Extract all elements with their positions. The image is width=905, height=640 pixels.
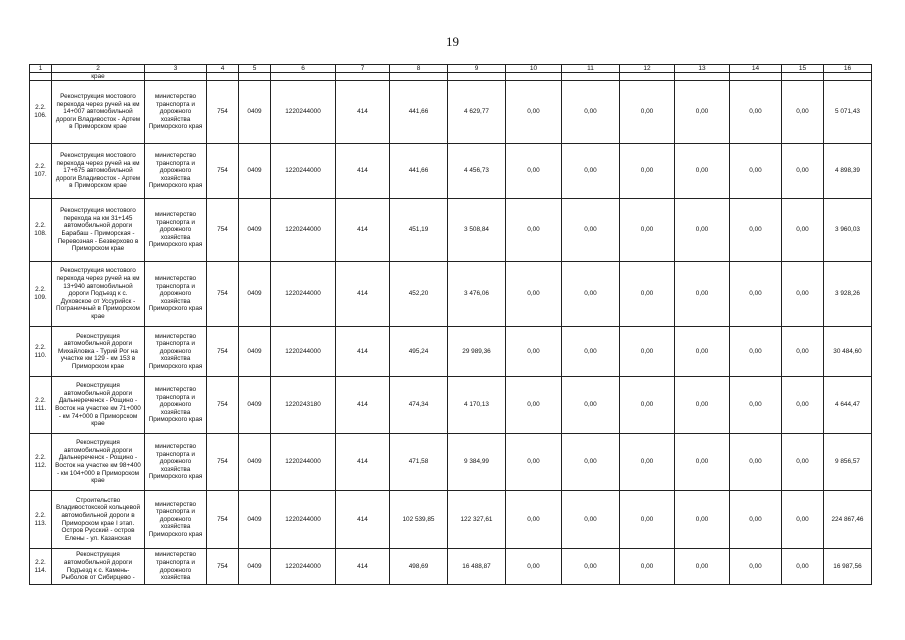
col-16-value: 9 856,57	[824, 434, 872, 491]
object-name: Реконструкция мостового перехода через ручей на км 14+007 автомобильной дороги Владивосток - Артем в Приморском крае	[52, 81, 145, 144]
col-11-value: 0,00	[562, 81, 620, 144]
column-header: 11	[562, 65, 620, 73]
col-8-value: 498,69	[390, 549, 448, 585]
col-12-value: 0,00	[620, 262, 675, 327]
col-11-value: 0,00	[562, 144, 620, 199]
col-9-value: 9 384,99	[448, 434, 506, 491]
col-11-value: 0,00	[562, 262, 620, 327]
col-14-value: 0,00	[730, 81, 782, 144]
col-10-value: 0,00	[506, 144, 562, 199]
col-14-value: 0,00	[730, 549, 782, 585]
budget-table	[29, 64, 872, 585]
col-11-value: 0,00	[562, 199, 620, 262]
col-4-value: 754	[207, 434, 239, 491]
col-15-value: 0,00	[782, 199, 824, 262]
col-4-value: 754	[207, 549, 239, 585]
col-6-value: 1220244000	[271, 491, 336, 549]
col-15-value: 0,00	[782, 144, 824, 199]
col-10-value: 0,00	[506, 262, 562, 327]
col-14-value: 0,00	[730, 491, 782, 549]
col-14-value: 0,00	[730, 434, 782, 491]
column-header: 3	[145, 65, 207, 73]
col-13-value: 0,00	[675, 491, 730, 549]
responsible-org: министерство транспорта и дорожного хозяйства Приморского края	[145, 434, 207, 491]
col-16-value: 3 960,03	[824, 199, 872, 262]
column-header: 1	[30, 65, 52, 73]
col-6-value: 1220243180	[271, 377, 336, 434]
col-11-value: 0,00	[562, 327, 620, 377]
col-11-value: 0,00	[562, 491, 620, 549]
column-header: 9	[448, 65, 506, 73]
object-name: Строительство Владивостокской кольцевой автомобильной дороги в Приморском крае I этап. Остров Русский - остров Елены - ул. Казанская	[52, 491, 145, 549]
col-15-value: 0,00	[782, 491, 824, 549]
col-5-value: 0409	[239, 262, 271, 327]
col-7-value: 414	[336, 377, 390, 434]
col-10-value: 0,00	[506, 491, 562, 549]
col-8-value: 471,58	[390, 434, 448, 491]
responsible-org: министерство транспорта и дорожного хозяйства	[145, 549, 207, 585]
row-number: 2.2. 109.	[30, 262, 52, 327]
col-4-value: 754	[207, 262, 239, 327]
col-5-value: 0409	[239, 81, 271, 144]
table-row	[30, 327, 872, 377]
col-16-value: 4 644,47	[824, 377, 872, 434]
col-6-value: 1220244000	[271, 144, 336, 199]
col-11-value: 0,00	[562, 549, 620, 585]
responsible-org: министерство транспорта и дорожного хозяйства Приморского края	[145, 327, 207, 377]
responsible-org: министерство транспорта и дорожного хозяйства Приморского края	[145, 377, 207, 434]
col-5-value: 0409	[239, 434, 271, 491]
table-row	[30, 81, 872, 144]
col-16-value: 30 484,60	[824, 327, 872, 377]
row-number: 2.2. 106.	[30, 81, 52, 144]
col-16-value: 4 898,39	[824, 144, 872, 199]
col-5-value: 0409	[239, 327, 271, 377]
responsible-org: министерство транспорта и дорожного хозяйства Приморского края	[145, 491, 207, 549]
col-7-value: 414	[336, 199, 390, 262]
table-row	[30, 262, 872, 327]
column-header: 10	[506, 65, 562, 73]
column-header: 16	[824, 65, 872, 73]
col-5-value: 0409	[239, 199, 271, 262]
col-10-value: 0,00	[506, 199, 562, 262]
page-number: 19	[446, 34, 459, 49]
col-9-value: 3 508,84	[448, 199, 506, 262]
row-number: 2.2. 113.	[30, 491, 52, 549]
col-10-value: 0,00	[506, 377, 562, 434]
object-name: Реконструкция автомобильной дороги Подъезд к с. Камень-Рыболов от Сибирцево -	[52, 549, 145, 585]
col-7-value: 414	[336, 81, 390, 144]
object-name: Реконструкция автомобильной дороги Дальнереченск - Рощино - Восток на участке км 71+000 - км 74+000 в Приморском крае	[52, 377, 145, 434]
col-15-value: 0,00	[782, 262, 824, 327]
table-row	[30, 377, 872, 434]
col-5-value: 0409	[239, 549, 271, 585]
row-number: 2.2. 110.	[30, 327, 52, 377]
col-9-value: 4 456,73	[448, 144, 506, 199]
col-9-value: 122 327,61	[448, 491, 506, 549]
col-13-value: 0,00	[675, 81, 730, 144]
col-4-value: 754	[207, 491, 239, 549]
col-12-value: 0,00	[620, 199, 675, 262]
responsible-org: министерство транспорта и дорожного хозяйства Приморского края	[145, 199, 207, 262]
col-9-value: 4 629,77	[448, 81, 506, 144]
col-6-value: 1220244000	[271, 81, 336, 144]
responsible-org: министерство транспорта и дорожного хозяйства Приморского края	[145, 144, 207, 199]
row-number: 2.2. 114.	[30, 549, 52, 585]
col-12-value: 0,00	[620, 144, 675, 199]
col-6-value: 1220244000	[271, 434, 336, 491]
col-8-value: 441,66	[390, 144, 448, 199]
object-name: Реконструкция мостового перехода через ручей на км 13+940 автомобильной дороги Подъезд к с. Духовское от Уссурийск - Пограничный в Приморском крае	[52, 262, 145, 327]
column-header: 2	[52, 65, 145, 73]
col-9-value: 3 476,06	[448, 262, 506, 327]
col-13-value: 0,00	[675, 377, 730, 434]
table-row	[30, 549, 872, 585]
col-10-value: 0,00	[506, 434, 562, 491]
column-number-row	[30, 65, 872, 73]
object-name: Реконструкция автомобильной дороги Дальнереченск - Рощино - Восток на участке км 98+400 - км 104+000 в Приморском крае	[52, 434, 145, 491]
table-row	[30, 434, 872, 491]
column-header: 7	[336, 65, 390, 73]
col-15-value: 0,00	[782, 434, 824, 491]
responsible-org: министерство транспорта и дорожного хозяйства Приморского края	[145, 81, 207, 144]
col-8-value: 102 539,85	[390, 491, 448, 549]
col-12-value: 0,00	[620, 327, 675, 377]
col-9-value: 16 488,87	[448, 549, 506, 585]
col-7-value: 414	[336, 549, 390, 585]
col-6-value: 1220244000	[271, 199, 336, 262]
col-5-value: 0409	[239, 377, 271, 434]
row-number: 2.2. 108.	[30, 199, 52, 262]
col-10-value: 0,00	[506, 81, 562, 144]
col-13-value: 0,00	[675, 327, 730, 377]
col-8-value: 452,20	[390, 262, 448, 327]
col-6-value: 1220244000	[271, 327, 336, 377]
row-number: 2.2. 107.	[30, 144, 52, 199]
col-8-value: 474,34	[390, 377, 448, 434]
col-14-value: 0,00	[730, 377, 782, 434]
col-6-value: 1220244000	[271, 262, 336, 327]
col-8-value: 495,24	[390, 327, 448, 377]
col-9-value: 29 989,36	[448, 327, 506, 377]
col-15-value: 0,00	[782, 81, 824, 144]
col-11-value: 0,00	[562, 434, 620, 491]
row-number: 2.2. 112.	[30, 434, 52, 491]
row-number: 2.2. 111.	[30, 377, 52, 434]
col-12-value: 0,00	[620, 377, 675, 434]
col-5-value: 0409	[239, 491, 271, 549]
col-13-value: 0,00	[675, 199, 730, 262]
column-header: 5	[239, 65, 271, 73]
col-13-value: 0,00	[675, 434, 730, 491]
table-row	[30, 491, 872, 549]
object-name: Реконструкция автомобильной дороги Михайловка - Турий Рог на участке км 129 - км 153 в Приморском крае	[52, 327, 145, 377]
col-4-value: 754	[207, 81, 239, 144]
column-header: 15	[782, 65, 824, 73]
col-4-value: 754	[207, 377, 239, 434]
col-11-value: 0,00	[562, 377, 620, 434]
col-7-value: 414	[336, 434, 390, 491]
col-14-value: 0,00	[730, 144, 782, 199]
col-7-value: 414	[336, 491, 390, 549]
continuation-text: крае	[52, 73, 145, 81]
col-8-value: 441,66	[390, 81, 448, 144]
object-name: Реконструкция мостового перехода на км 31+145 автомобильной дороги Барабаш - Приморская - Перевозная - Безверхово в Приморском крае	[52, 199, 145, 262]
column-header: 12	[620, 65, 675, 73]
col-16-value: 3 928,26	[824, 262, 872, 327]
table-row	[30, 199, 872, 262]
column-header: 6	[271, 65, 336, 73]
responsible-org: министерство транспорта и дорожного хозяйства Приморского края	[145, 262, 207, 327]
col-16-value: 16 987,56	[824, 549, 872, 585]
col-7-value: 414	[336, 144, 390, 199]
col-4-value: 754	[207, 144, 239, 199]
col-4-value: 754	[207, 327, 239, 377]
col-15-value: 0,00	[782, 327, 824, 377]
col-7-value: 414	[336, 327, 390, 377]
col-15-value: 0,00	[782, 377, 824, 434]
col-16-value: 224 867,46	[824, 491, 872, 549]
col-14-value: 0,00	[730, 262, 782, 327]
column-header: 8	[390, 65, 448, 73]
column-header: 14	[730, 65, 782, 73]
col-12-value: 0,00	[620, 491, 675, 549]
col-4-value: 754	[207, 199, 239, 262]
col-12-value: 0,00	[620, 434, 675, 491]
object-name: Реконструкция мостового перехода через ручей на км 17+675 автомобильной дороги Владивосток - Артем в Приморском крае	[52, 144, 145, 199]
column-header: 13	[675, 65, 730, 73]
col-14-value: 0,00	[730, 327, 782, 377]
column-header: 4	[207, 65, 239, 73]
table-row	[30, 144, 872, 199]
col-15-value: 0,00	[782, 549, 824, 585]
col-13-value: 0,00	[675, 144, 730, 199]
col-12-value: 0,00	[620, 81, 675, 144]
col-7-value: 414	[336, 262, 390, 327]
col-16-value: 5 071,43	[824, 81, 872, 144]
col-14-value: 0,00	[730, 199, 782, 262]
col-5-value: 0409	[239, 144, 271, 199]
col-9-value: 4 170,13	[448, 377, 506, 434]
col-12-value: 0,00	[620, 549, 675, 585]
col-13-value: 0,00	[675, 262, 730, 327]
continuation-row	[30, 73, 872, 81]
col-10-value: 0,00	[506, 327, 562, 377]
col-8-value: 451,19	[390, 199, 448, 262]
col-6-value: 1220244000	[271, 549, 336, 585]
col-13-value: 0,00	[675, 549, 730, 585]
col-10-value: 0,00	[506, 549, 562, 585]
